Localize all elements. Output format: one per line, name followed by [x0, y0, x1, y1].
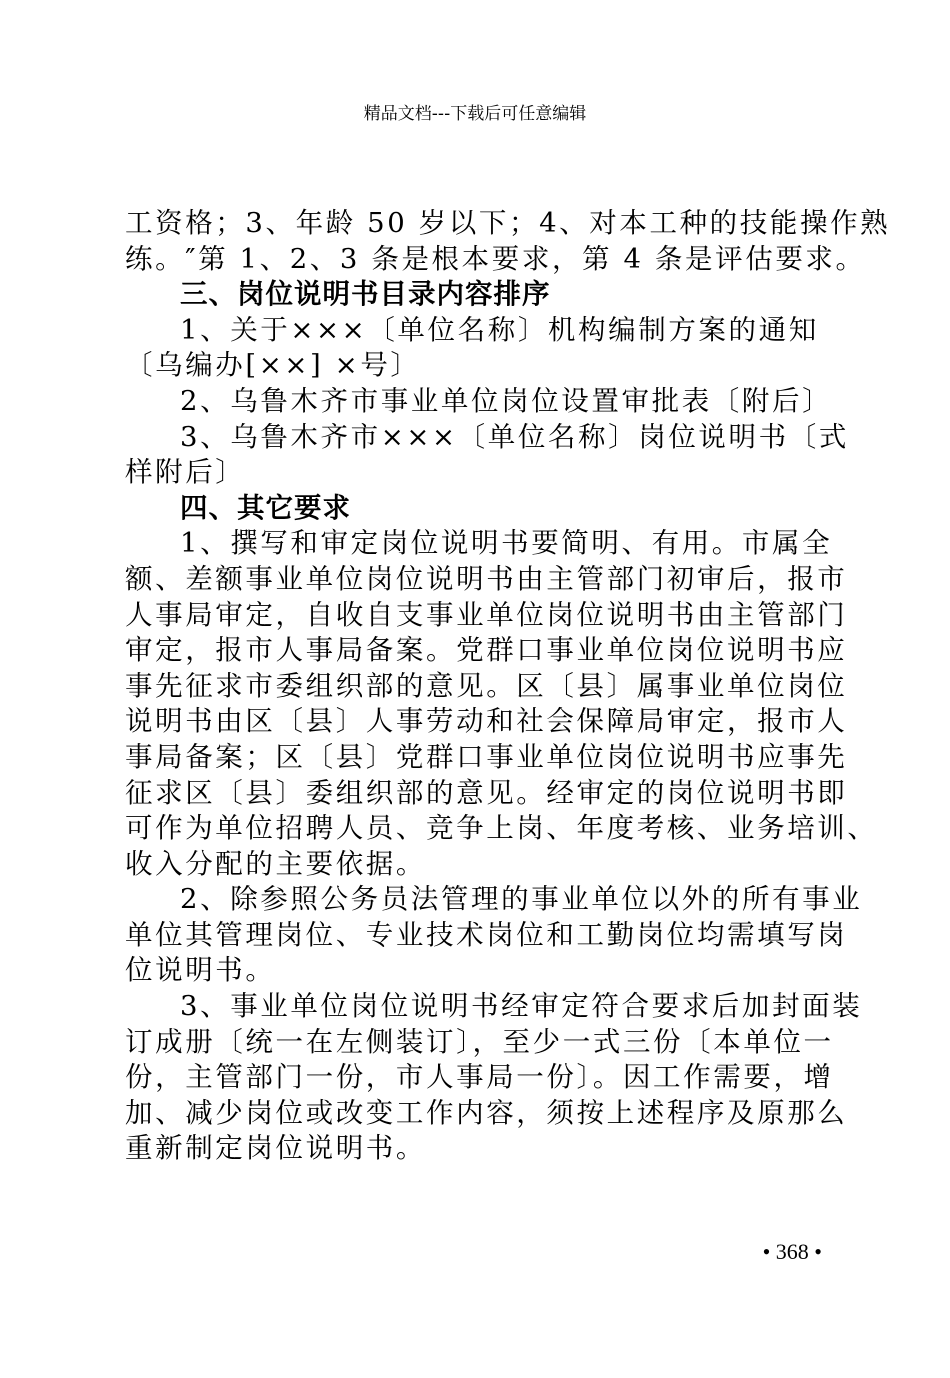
- text-line: 练。″第 1、2、3 条是根本要求，第 4 条是评估要求。: [125, 242, 866, 275]
- section-heading-4: 四、其它要求: [180, 491, 351, 524]
- text-line: 额、差额事业单位岗位说明书由主管部门初审后，报市: [125, 562, 848, 595]
- text-line: 订成册〔统一在左侧装订〕，至少一式三份〔本单位一: [125, 1025, 834, 1058]
- text-line: 1、撰写和审定岗位说明书要简明、有用。市属全: [180, 527, 833, 560]
- text-line: 可作为单位招聘人员、竞争上岗、年度考核、业务培训、: [125, 812, 878, 845]
- document-body: [125, 206, 891, 1167]
- page-number: • 368 •: [762, 1239, 822, 1264]
- page-header: 精品文档---下载后可任意编辑: [363, 104, 587, 124]
- text-line: 审定，报市人事局备案。党群口事业单位岗位说明书应: [125, 634, 848, 667]
- text-line: 征求区〔县〕委组织部的意见。经审定的岗位说明书即: [125, 776, 848, 809]
- text-line: 收入分配的主要依据。: [125, 847, 426, 880]
- text-line: 3、乌鲁木齐市×××〔单位名称〕岗位说明书〔式: [180, 420, 849, 453]
- text-line: 2、除参照公务员法管理的事业单位以外的所有事业: [180, 883, 863, 916]
- text-line: 2、乌鲁木齐市事业单位岗位设置审批表〔附后〕: [180, 384, 833, 417]
- text-line: 事局备案；区〔县〕党群口事业单位岗位说明书应事先: [125, 740, 848, 773]
- text-line: 3、事业单位岗位说明书经审定符合要求后加封面装: [180, 990, 863, 1023]
- section-heading-3: 三、岗位说明书目录内容排序: [180, 278, 551, 311]
- text-line: 加、减少岗位或改变工作内容，须按上述程序及原那么: [125, 1096, 848, 1129]
- text-line: 份，主管部门一份，市人事局一份〕。因工作需要，增: [125, 1061, 834, 1094]
- text-line: 〔乌编办[××] ×号〕: [125, 349, 421, 382]
- text-line: 单位其管理岗位、专业技术岗位和工勤岗位均需填写岗: [125, 918, 848, 951]
- text-line: 工资格；3、年龄 50 岁以下；4、对本工种的技能操作熟: [125, 207, 891, 239]
- text-line: 人事局审定，自收自支事业单位岗位说明书由主管部门: [125, 598, 848, 631]
- text-line: 事先征求市委组织部的意见。区〔县〕属事业单位岗位: [125, 669, 848, 702]
- text-line: 1、关于×××〔单位名称〕机构编制方案的通知: [180, 313, 819, 346]
- text-line: 重新制定岗位说明书。: [125, 1132, 426, 1165]
- text-line: 位说明书。: [125, 954, 276, 987]
- text-line: 样附后〕: [125, 456, 246, 489]
- text-line: 说明书由区〔县〕人事劳动和社会保障局审定，报市人: [125, 705, 848, 738]
